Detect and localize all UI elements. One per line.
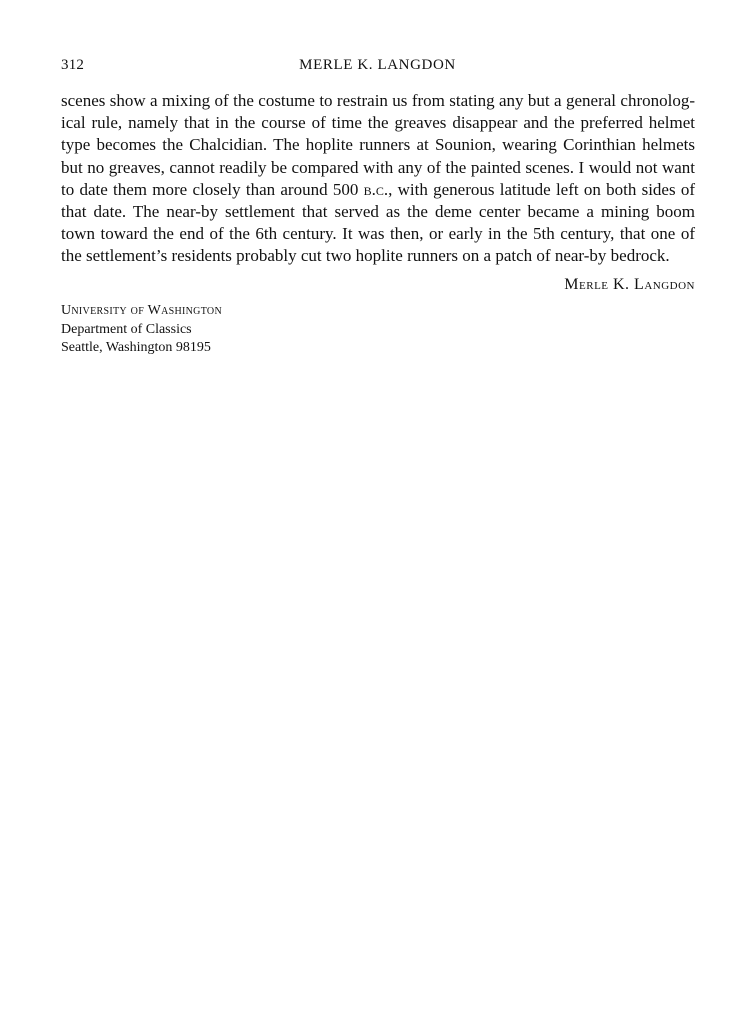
body-line: the settlement’s residents probably cut two hoplite runners on a patch of near-by bedrock. bbox=[61, 246, 670, 266]
author-signature: Merle K. Langdon bbox=[564, 276, 695, 293]
body-line bbox=[61, 179, 695, 201]
body-line: that date. The near-by settlement that served as the deme center became a mining boom bbox=[61, 202, 695, 222]
body-line: but no greaves, cannot readily be compared with any of the painted scenes. I would not want bbox=[61, 157, 695, 177]
body-line: ical rule, namely that in the course of time the greaves disappear and the preferred helmet bbox=[61, 113, 695, 133]
address: Seattle, Washington 98195 bbox=[61, 340, 211, 355]
body-line: type becomes the Chalcidian. The hoplite runners at Sounion, wearing Corinthian helmets bbox=[61, 135, 695, 155]
institution: University of Washington bbox=[61, 303, 222, 318]
body-line-text: , with generous latitude left on both sides of bbox=[388, 179, 695, 199]
body-line-text: to date them more closely than around 500 bbox=[61, 179, 364, 199]
page-number: 312 bbox=[61, 57, 85, 73]
author-affiliation bbox=[61, 302, 222, 358]
body-paragraph bbox=[61, 90, 695, 268]
body-line: scenes show a mixing of the costume to restrain us from stating any but a general chronolog- bbox=[61, 91, 695, 110]
running-head: MERLE K. LANGDON bbox=[299, 57, 456, 73]
department: Department of Classics bbox=[61, 321, 192, 337]
era-abbreviation: b.c. bbox=[363, 179, 389, 199]
body-line: town toward the end of the 6th century. It was then, or early in the 5th century, that one of bbox=[61, 224, 695, 244]
